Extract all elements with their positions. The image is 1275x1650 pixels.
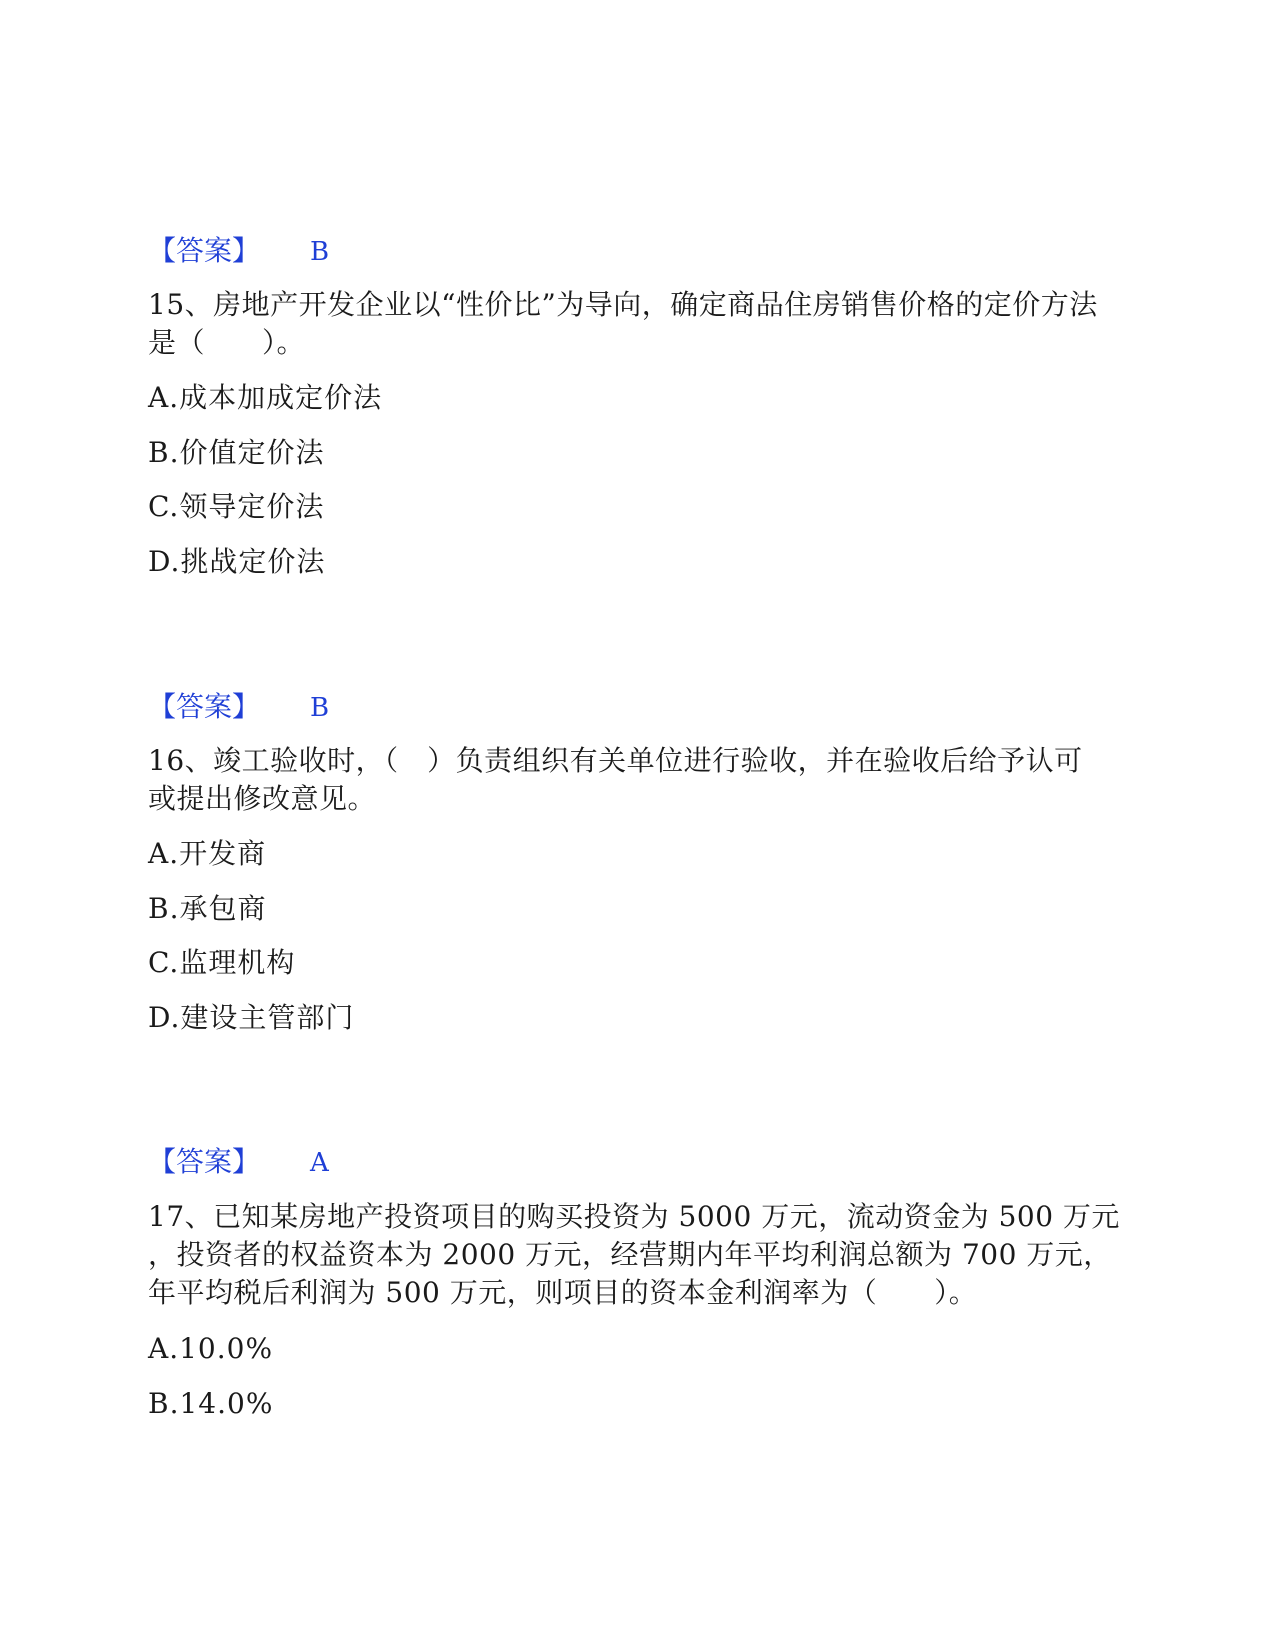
- question-16-line-2: 或提出修改意见。: [148, 782, 377, 815]
- answer-value: B: [310, 693, 330, 723]
- question-17-line-3: 年平均税后利润为 500 万元，则项目的资本金利润率为（ ）。: [148, 1276, 978, 1309]
- question-17-line-2: ，投资者的权益资本为 2000 万元，经营期内年平均利润总额为 700 万元，: [148, 1238, 1112, 1271]
- question-16-option-d: D.建设主管部门: [148, 1001, 355, 1034]
- answer-label: 【答案】: [148, 1145, 261, 1178]
- answer-label: 【答案】: [148, 690, 261, 723]
- answer-value: A: [310, 1148, 329, 1178]
- question-15-option-a: A.成本加成定价法: [148, 381, 383, 414]
- answer-line: [148, 1145, 329, 1180]
- question-15-option-d: D.挑战定价法: [148, 545, 326, 578]
- question-15-line-2: 是（ ）。: [148, 326, 306, 359]
- question-15-line-1: 15、房地产开发企业以“性价比”为导向，确定商品住房销售价格的定价方法: [148, 288, 1098, 321]
- question-17-option-a: A.10.0%: [148, 1332, 274, 1365]
- answer-value: B: [310, 237, 330, 267]
- answer-line: [148, 690, 329, 725]
- question-17-option-b: B.14.0%: [148, 1387, 274, 1420]
- answer-line: [148, 234, 329, 269]
- question-16-line-1: 16、竣工验收时，（ ）负责组织有关单位进行验收，并在验收后给予认可: [148, 744, 1083, 777]
- question-17-line-1: 17、已知某房地产投资项目的购买投资为 5000 万元，流动资金为 500 万元: [148, 1200, 1120, 1233]
- answer-label: 【答案】: [148, 234, 261, 267]
- question-16-option-a: A.开发商: [148, 837, 267, 870]
- question-15-option-b: B.价值定价法: [148, 436, 325, 469]
- question-15-option-c: C.领导定价法: [148, 490, 325, 523]
- question-16-option-b: B.承包商: [148, 892, 267, 925]
- question-16-option-c: C.监理机构: [148, 946, 296, 979]
